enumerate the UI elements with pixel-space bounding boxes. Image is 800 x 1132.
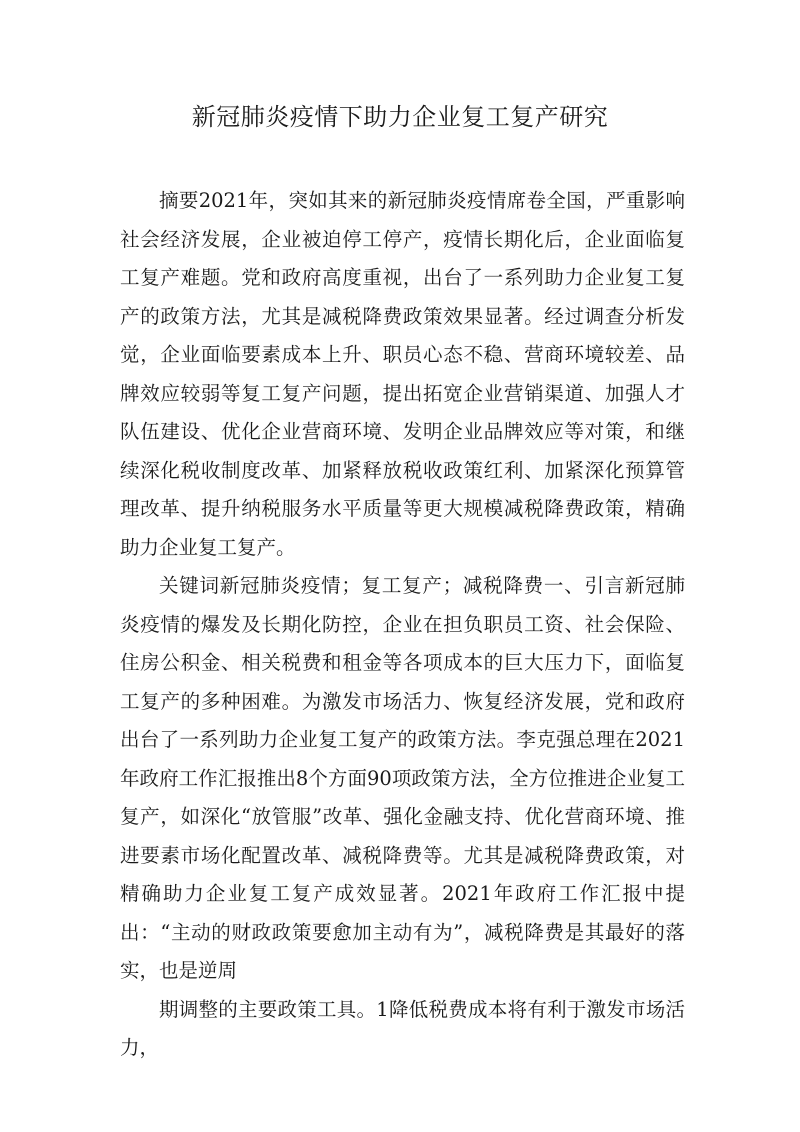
continuation-paragraph: 期调整的主要政策工具。1降低税费成本将有利于激发市场活力， xyxy=(120,997,685,1059)
abstract-paragraph: 摘要2021年，突如其来的新冠肺炎疫情席卷全国，严重影响社会经济发展，企业被迫停工停产，疫情长期化后，企业面临复工复产难题。党和政府高度重视，出台了一系列助力企业复工复产的政策方法，尤其是减税降费政策效果显著。经过调查分析发觉，企业面临要素成本上升、职员心态不稳、营商环境较差、品牌效应较弱等复工复产问题，提出拓宽企业营销渠道、加强人才队伍建设、优化企业营商环境、发明企业品牌效应等对策，和继续深化税收制度改革、加紧释放税收政策红利、加紧深化预算管理改革、提升纳税服务水平质量等更大规模减税降费政策，精确助力企业复工复产。 xyxy=(120,189,685,559)
document-body xyxy=(120,182,685,1068)
keywords-introduction-paragraph: 关键词新冠肺炎疫情；复工复产；减税降费一、引言新冠肺炎疫情的爆发及长期化防控，企业在担负职员工资、社会保险、住房公积金、相关税费和租金等各项成本的巨大压力下，面临复工复产的多种困难。为激发市场活力、恢复经济发展，党和政府出台了一系列助力企业复工复产的政策方法。李克强总理在2021年政府工作汇报推出8个方面90项政策方法，全方位推进企业复工复产，如深化“放管服”改革、强化金融支持、优化营商环境、推进要素市场化配置改革、减税降费等。尤其是减税降费政策，对精确助力企业复工复产成效显著。2021年政府工作汇报中提出：“主动的财政政策要愈加主动有为”，减税降费是其最好的落实，也是逆周 xyxy=(120,574,685,982)
document-title: 新冠肺炎疫情下助力企业复工复产研究 xyxy=(191,103,609,131)
